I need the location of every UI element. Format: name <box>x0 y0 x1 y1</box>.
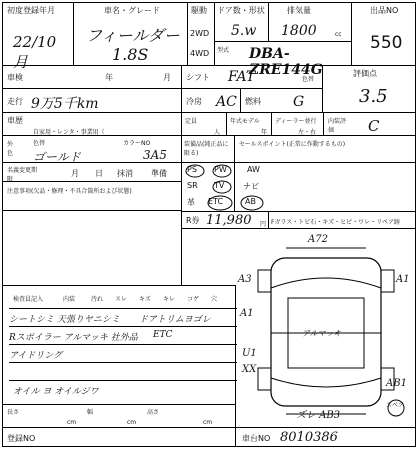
drive-cell <box>187 2 215 66</box>
notes-area <box>2 210 182 286</box>
door-shape-label: ドア数・形状 <box>217 6 265 15</box>
inspector-note-2: Rスポイラー アルマッキ 社外品 <box>9 333 138 343</box>
model-label: 型式 <box>217 47 230 54</box>
inspector-area <box>2 285 236 405</box>
diagram-a3-left: A3 <box>238 274 252 285</box>
mileage-cell <box>2 88 182 113</box>
history-sub: 自家用・レンタ・事業用（ <box>33 129 105 136</box>
history-label: 車歴 <box>7 116 23 125</box>
drive-4wd: 4WD <box>190 49 210 58</box>
width-cm: cm <box>127 419 137 426</box>
color-change-label: 色替 <box>302 76 315 83</box>
year-model-cell <box>226 112 272 136</box>
car-name-cell <box>73 2 188 66</box>
glass-cell <box>268 211 416 229</box>
width-label: 幅 <box>87 409 94 416</box>
diagram-xx: XX <box>242 364 257 375</box>
door-cell <box>214 2 269 42</box>
equip-aw: AW <box>247 165 260 174</box>
equip-pw: PW <box>214 165 227 174</box>
inspection-label: 車検 <box>7 73 23 82</box>
inspector-rule-1 <box>9 308 237 309</box>
equip-header-cell <box>181 135 235 163</box>
inspection-year-label: 年 <box>105 73 113 82</box>
diagram-ab1: AB1 <box>386 378 407 389</box>
inspector-rule-2 <box>9 326 237 327</box>
diagram-top: A72 <box>308 234 328 245</box>
shift-value: FAT <box>228 69 256 85</box>
grade-value: 1.8S <box>112 45 149 64</box>
score-cell <box>322 65 416 113</box>
diagram-a1-right: A1 <box>396 274 410 285</box>
inspection-month-label: 月 <box>163 73 171 82</box>
interior-cell <box>323 112 416 136</box>
inspector-note-1: シートシミ 天張りヤニシミ <box>9 315 120 325</box>
equip-label: 装備品(純正品に限る) <box>184 141 229 157</box>
capacity-label: 定員 <box>185 118 198 125</box>
ac-label: 冷房 <box>186 97 202 106</box>
model-value: DBA-ZRE144G <box>249 46 323 78</box>
equip-le: 革 <box>187 198 195 207</box>
chassis-cell <box>235 427 416 447</box>
first-reg-value: 22/10 月 <box>13 33 57 71</box>
drive-2wd: 2WD <box>190 29 210 38</box>
car-outline <box>236 228 416 422</box>
length-cm: cm <box>67 419 77 426</box>
interior-value: C <box>368 117 380 135</box>
reg-no-label: 登録NO <box>7 434 36 443</box>
exterior-value: ゴールド <box>33 150 81 164</box>
shift-cell <box>181 65 323 89</box>
length-label: 長さ <box>7 409 20 416</box>
diagram-bottom: ズレ AB3 <box>296 410 341 421</box>
fuel-value: G <box>293 94 305 110</box>
capacity-cell <box>181 112 227 136</box>
reg-no-cell <box>2 427 236 447</box>
car-name-label: 車名・グレード <box>104 6 160 15</box>
equip-grid <box>181 162 235 212</box>
fuel-cell <box>240 88 323 113</box>
capacity-unit: 人 <box>214 129 221 136</box>
r-ticket-unit: 円 <box>260 221 267 228</box>
doors-value: 5.w <box>231 23 257 39</box>
equip-sr: SR <box>187 181 198 190</box>
inspector-opt-3: キズ <box>139 296 151 303</box>
inspector-rule-3 <box>9 344 237 345</box>
lot-no-value: 550 <box>370 33 403 53</box>
inspector-rule-4 <box>9 362 237 363</box>
displacement-label: 排気量 <box>287 6 311 15</box>
title-change-label: 名義変更期限 <box>7 167 38 183</box>
inspector-opt-6: 穴 <box>211 296 218 303</box>
inspector-rule-5 <box>9 380 237 381</box>
inspector-label: 検査員記入 <box>13 296 44 303</box>
first-reg-label: 初度登録年月 <box>7 6 55 15</box>
score-label: 評価点 <box>353 69 377 78</box>
equip-ab: AB <box>245 197 256 206</box>
title-change-month: 月 <box>71 169 79 178</box>
sales-cell <box>234 135 416 163</box>
chassis-label: 車台NO <box>242 434 271 443</box>
notes-header: 注意事項(欠品・修理・不具合箇所および状態) <box>7 188 132 195</box>
color-change-small: 色替 <box>33 140 46 147</box>
ac-value: AC <box>216 94 237 110</box>
equip-ps: PS <box>187 165 197 174</box>
equip-tv: TV <box>214 181 225 190</box>
inspector-note-1b: ドアトリムヨゴレ <box>139 315 211 325</box>
displacement-cell <box>268 2 352 42</box>
r-ticket-value: 11,980 <box>206 213 252 228</box>
color-no-value: 3A5 <box>143 148 167 162</box>
lot-no-label: 出品NO <box>370 6 399 15</box>
equip-circles-2 <box>235 163 275 213</box>
notes-header-cell <box>2 181 182 211</box>
shift-label: シフト <box>186 73 210 82</box>
mileage-value: 9万5千km <box>31 96 99 112</box>
fuel-label: 燃料 <box>245 97 261 106</box>
exterior-cell <box>2 135 182 163</box>
title-change-cell <box>2 162 182 182</box>
title-change-prepare: 準備 <box>151 169 167 178</box>
inspector-opt-2: スレ <box>115 296 128 303</box>
inspector-opt-0: 内装 <box>63 296 76 303</box>
car-diagram <box>236 228 416 422</box>
inspector-opt-1: 汚れ <box>91 296 104 303</box>
first-reg-cell <box>2 2 74 71</box>
color-no-label: カラーNO <box>123 140 151 147</box>
inspector-note-3: アイドリング <box>9 351 63 361</box>
dimension-cell <box>2 404 236 428</box>
car-name-value: フィールダー <box>86 26 180 45</box>
interior-label: 内装評価 <box>328 118 347 134</box>
inspector-opt-5: コゲ <box>187 296 200 303</box>
diagram-a1-left: A1 <box>240 308 254 319</box>
equip-nav: ナビ <box>243 182 259 191</box>
drive-label: 駆動 <box>191 6 207 15</box>
equip-circles <box>182 163 236 213</box>
title-change-note: 抹消 <box>117 169 133 178</box>
inspector-opt-4: キレ <box>163 296 175 303</box>
ac-cell <box>181 88 241 113</box>
r-ticket-label: R券 <box>186 216 200 225</box>
inspector-note-2b: ETC <box>153 330 173 340</box>
diagram-center: アルマッキ <box>302 329 342 338</box>
year-model-label: 年式モデル <box>230 118 260 125</box>
height-label: 高さ <box>147 409 160 416</box>
diagram-spare: スペア <box>386 402 405 409</box>
diagram-u1: U1 <box>242 348 257 359</box>
title-change-day: 日 <box>95 169 103 178</box>
sales-label: セールスポイント(正常に作動するもの) <box>239 141 346 148</box>
history-cell <box>2 112 182 136</box>
displacement-value: 1800 <box>281 23 317 39</box>
equip-etc: ETC <box>208 197 224 206</box>
dealer-label: ディーラー並行 <box>275 118 317 125</box>
height-cm: cm <box>203 419 213 426</box>
chassis-value: 8010386 <box>280 430 338 445</box>
score-value: 3.5 <box>359 86 388 107</box>
handle-cell <box>300 112 324 136</box>
r-ticket-cell <box>181 211 269 229</box>
exterior-label: 外色 <box>7 141 14 157</box>
equip-grid-2 <box>234 162 416 212</box>
mileage-label: 走行 <box>7 97 23 106</box>
glass-label: Fガラス・トビ石・キズ・ヒビ・ワレ・リペア跡 <box>271 219 401 226</box>
year-model-unit: 年 <box>261 129 268 136</box>
inspector-note-4: オイル ヨ オイルジワ <box>13 387 99 397</box>
cc-unit: cc <box>335 31 342 38</box>
lot-no-cell <box>351 2 416 66</box>
inspection-cell <box>2 65 182 89</box>
handle-value: 左・右 <box>298 129 317 136</box>
